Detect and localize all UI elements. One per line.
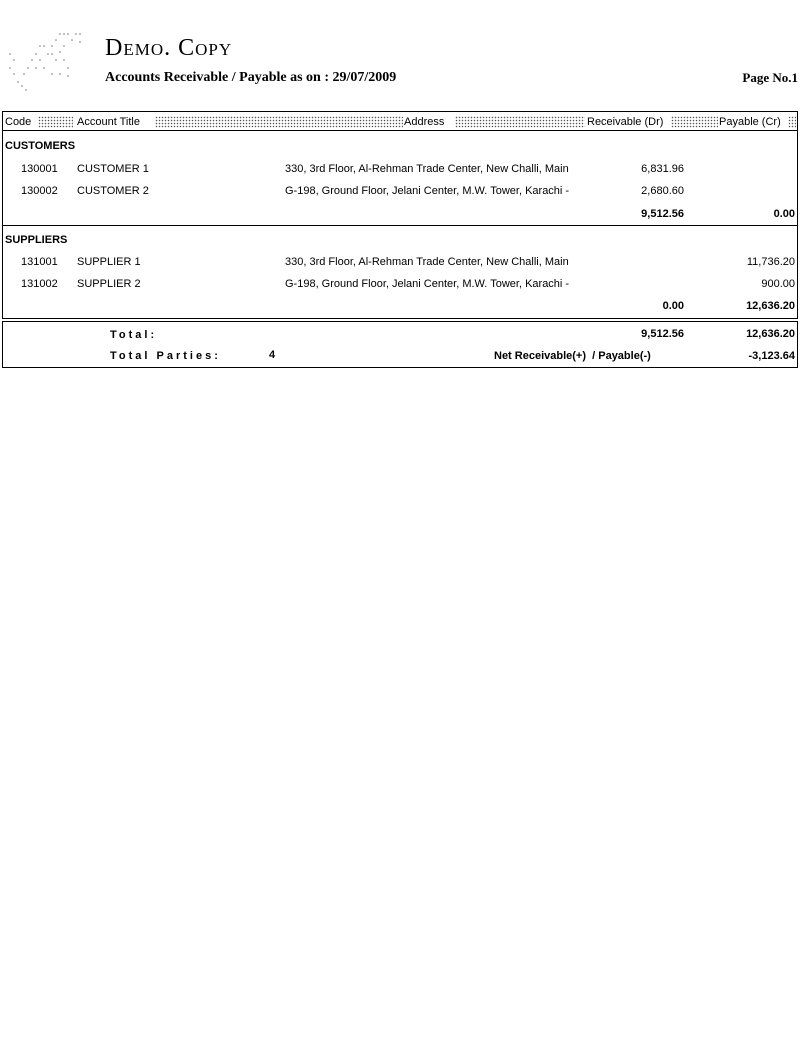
total-parties-count: 4 [269, 349, 276, 361]
column-code: Code [5, 116, 32, 128]
receivable-amount: 6,831.96 [641, 163, 684, 175]
account-title: CUSTOMER 2 [77, 185, 149, 197]
payable-amount: 11,736.20 [746, 256, 795, 268]
section-suppliers [2, 226, 798, 319]
account-code: 130001 [21, 163, 58, 175]
column-address: Address [404, 116, 445, 128]
account-title: SUPPLIER 2 [77, 278, 141, 290]
section-heading: SUPPLIERS [5, 234, 68, 246]
header-dot-leader [455, 116, 585, 128]
account-code: 130002 [21, 185, 58, 197]
column-receivable: Receivable (Dr) [587, 116, 664, 128]
section-customers [2, 131, 798, 226]
total-payable: 12,636.20 [746, 328, 795, 340]
account-address: 330, 3rd Floor, Al-Rehman Trade Center, New Challi, Main [285, 256, 569, 268]
page-number: Page No.1 [742, 70, 798, 85]
header-dot-leader [788, 116, 796, 128]
header-dot-leader [38, 116, 73, 128]
column-account-title: Account Title [77, 116, 140, 128]
header-dot-leader [671, 116, 718, 128]
payable-amount: 900.00 [761, 278, 795, 290]
subtotal-payable: 12,636.20 [746, 300, 795, 312]
subtotal-payable: 0.00 [773, 208, 795, 220]
subtotal-receivable: 9,512.56 [641, 208, 684, 220]
account-address: G-198, Ground Floor, Jelani Center, M.W. Tower, Karachi - [285, 278, 570, 290]
account-code: 131002 [21, 278, 58, 290]
report-title: Accounts Receivable / Payable as on : 29/07/2009 [105, 70, 397, 85]
column-header-row [2, 111, 798, 131]
grand-totals [2, 321, 798, 368]
receivable-amount: 2,680.60 [641, 185, 684, 197]
column-payable: Payable (Cr) [719, 116, 781, 128]
account-title: CUSTOMER 1 [77, 163, 149, 175]
account-title: SUPPLIER 1 [77, 256, 141, 268]
account-code: 131001 [21, 256, 58, 268]
subtotal-receivable: 0.00 [662, 300, 684, 312]
total-receivable: 9,512.56 [641, 328, 684, 340]
company-logo [6, 30, 86, 92]
net-value: -3,123.64 [748, 350, 795, 362]
net-label: Net Receivable(+) / Payable(-) [494, 350, 651, 362]
account-address: G-198, Ground Floor, Jelani Center, M.W. Tower, Karachi - [285, 185, 570, 197]
total-parties-label: Total Parties: [110, 350, 221, 362]
total-label: Total: [110, 329, 158, 341]
header-dot-leader [155, 116, 403, 128]
company-name: Demo. Copy [105, 35, 233, 61]
account-address: 330, 3rd Floor, Al-Rehman Trade Center, New Challi, Main [285, 163, 569, 175]
double-rule [2, 318, 798, 319]
section-heading: CUSTOMERS [5, 140, 76, 152]
